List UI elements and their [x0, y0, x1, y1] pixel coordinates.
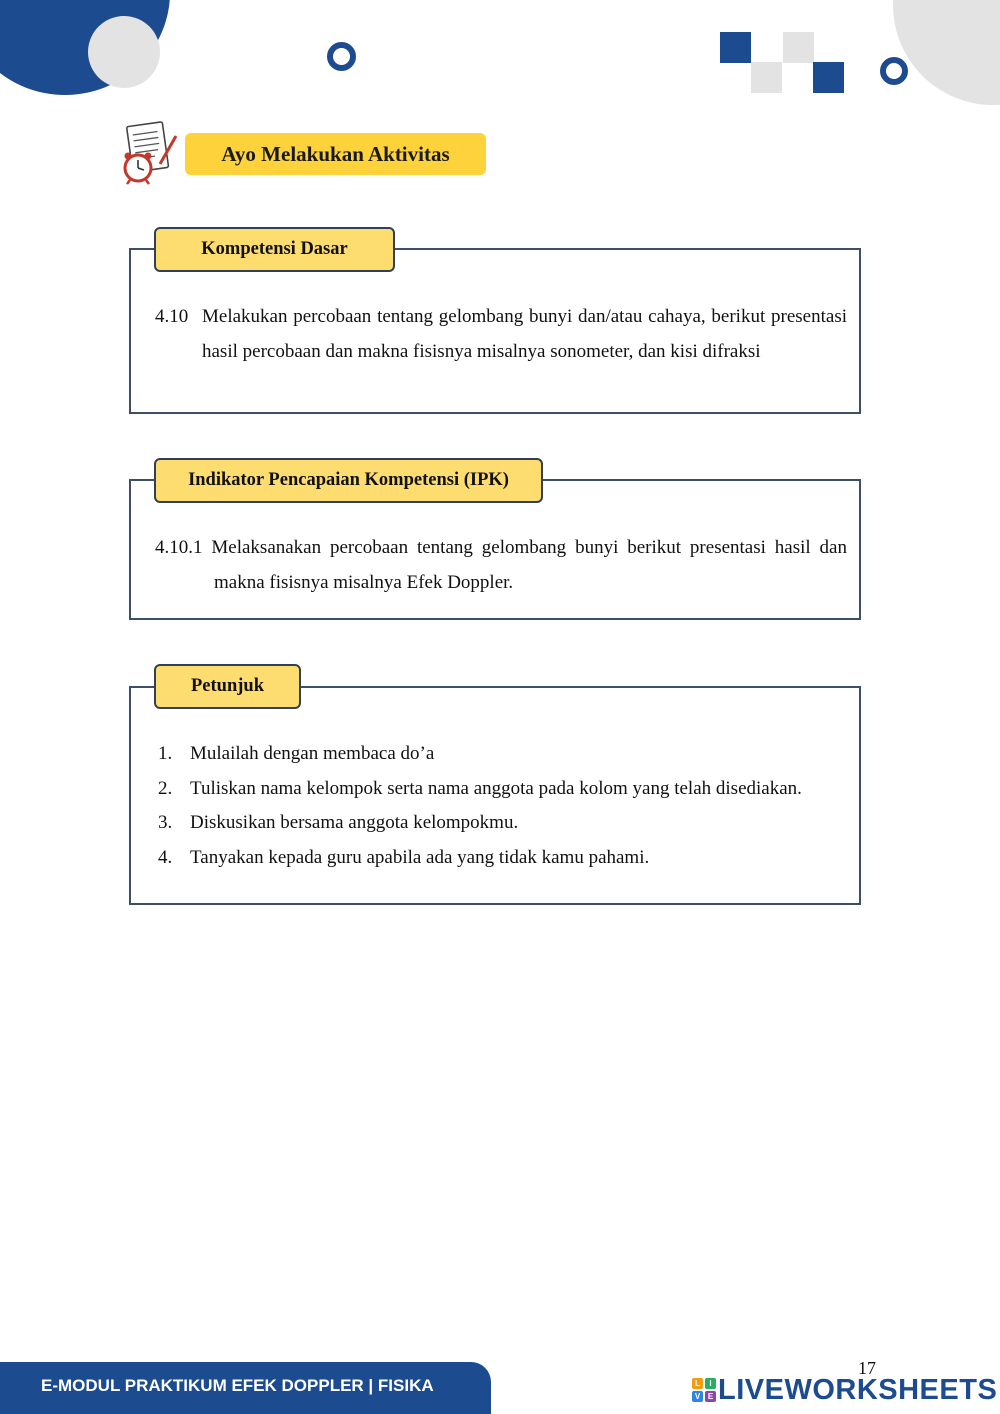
decor-ring — [880, 57, 908, 85]
clipboard-clock-icon — [118, 120, 180, 186]
ipk-line-1: 4.10.1 Melaksanakan percobaan tentang gelombang bunyi berikut presentasi hasil dan — [155, 537, 847, 558]
list-item-text: Diskusikan bersama anggota kelompokmu. — [190, 812, 519, 834]
ipk-text — [155, 531, 847, 600]
liveworksheets-logo[interactable] — [692, 1374, 997, 1406]
logo-letter: V — [692, 1391, 703, 1402]
decor-square — [783, 32, 814, 63]
list-item-number: 4. — [158, 847, 173, 869]
module-title: E-MODUL PRAKTIKUM EFEK DOPPLER | FISIKA — [41, 1376, 434, 1395]
list-item — [158, 806, 848, 841]
page-number: 17 — [858, 1358, 876, 1378]
logo-letter: I — [705, 1378, 716, 1389]
list-item — [158, 841, 848, 876]
activity-title: Ayo Melakukan Aktivitas — [185, 133, 486, 175]
logo-letter: L — [692, 1378, 703, 1389]
petunjuk-list — [158, 737, 848, 876]
ipk-tab: Indikator Pencapaian Kompetensi (IPK) — [154, 458, 543, 503]
list-item — [158, 772, 848, 807]
list-item — [158, 737, 848, 772]
decor-square — [720, 32, 751, 63]
kd-description: Melakukan percobaan tentang gelombang bunyi dan/atau cahaya, berikut presentasi hasil percobaan dan makna fisisnya misalnya sonometer, dan kisi difraksi — [202, 306, 847, 362]
decor-grey-circle-left — [88, 16, 160, 88]
decor-ring — [327, 42, 356, 71]
list-item-number: 3. — [158, 812, 173, 834]
decor-square — [813, 62, 844, 93]
list-item-number: 1. — [158, 743, 173, 764]
list-item-text: Mulailah dengan membaca do’a — [190, 743, 435, 764]
decor-square — [751, 62, 782, 93]
kd-number: 4.10 — [155, 306, 189, 327]
decor-grey-circle-right — [893, 0, 1000, 105]
list-item-text: Tanyakan kepada guru apabila ada yang tidak kamu pahami. — [190, 847, 650, 869]
logo-letter: E — [705, 1391, 716, 1402]
petunjuk-tab: Petunjuk — [154, 664, 301, 709]
list-item-number: 2. — [158, 777, 173, 799]
liveworksheets-logo-text: LIVEWORKSHEETS — [718, 1374, 998, 1406]
list-item-text: Tuliskan nama kelompok serta nama anggota pada kolom yang telah disediakan. — [190, 777, 802, 799]
liveworksheets-logo-icon — [692, 1378, 716, 1402]
kompetensi-dasar-text — [155, 300, 847, 369]
ipk-line-2: makna fisisnya misalnya Efek Doppler. — [214, 571, 514, 593]
kompetensi-dasar-tab: Kompetensi Dasar — [154, 227, 395, 272]
